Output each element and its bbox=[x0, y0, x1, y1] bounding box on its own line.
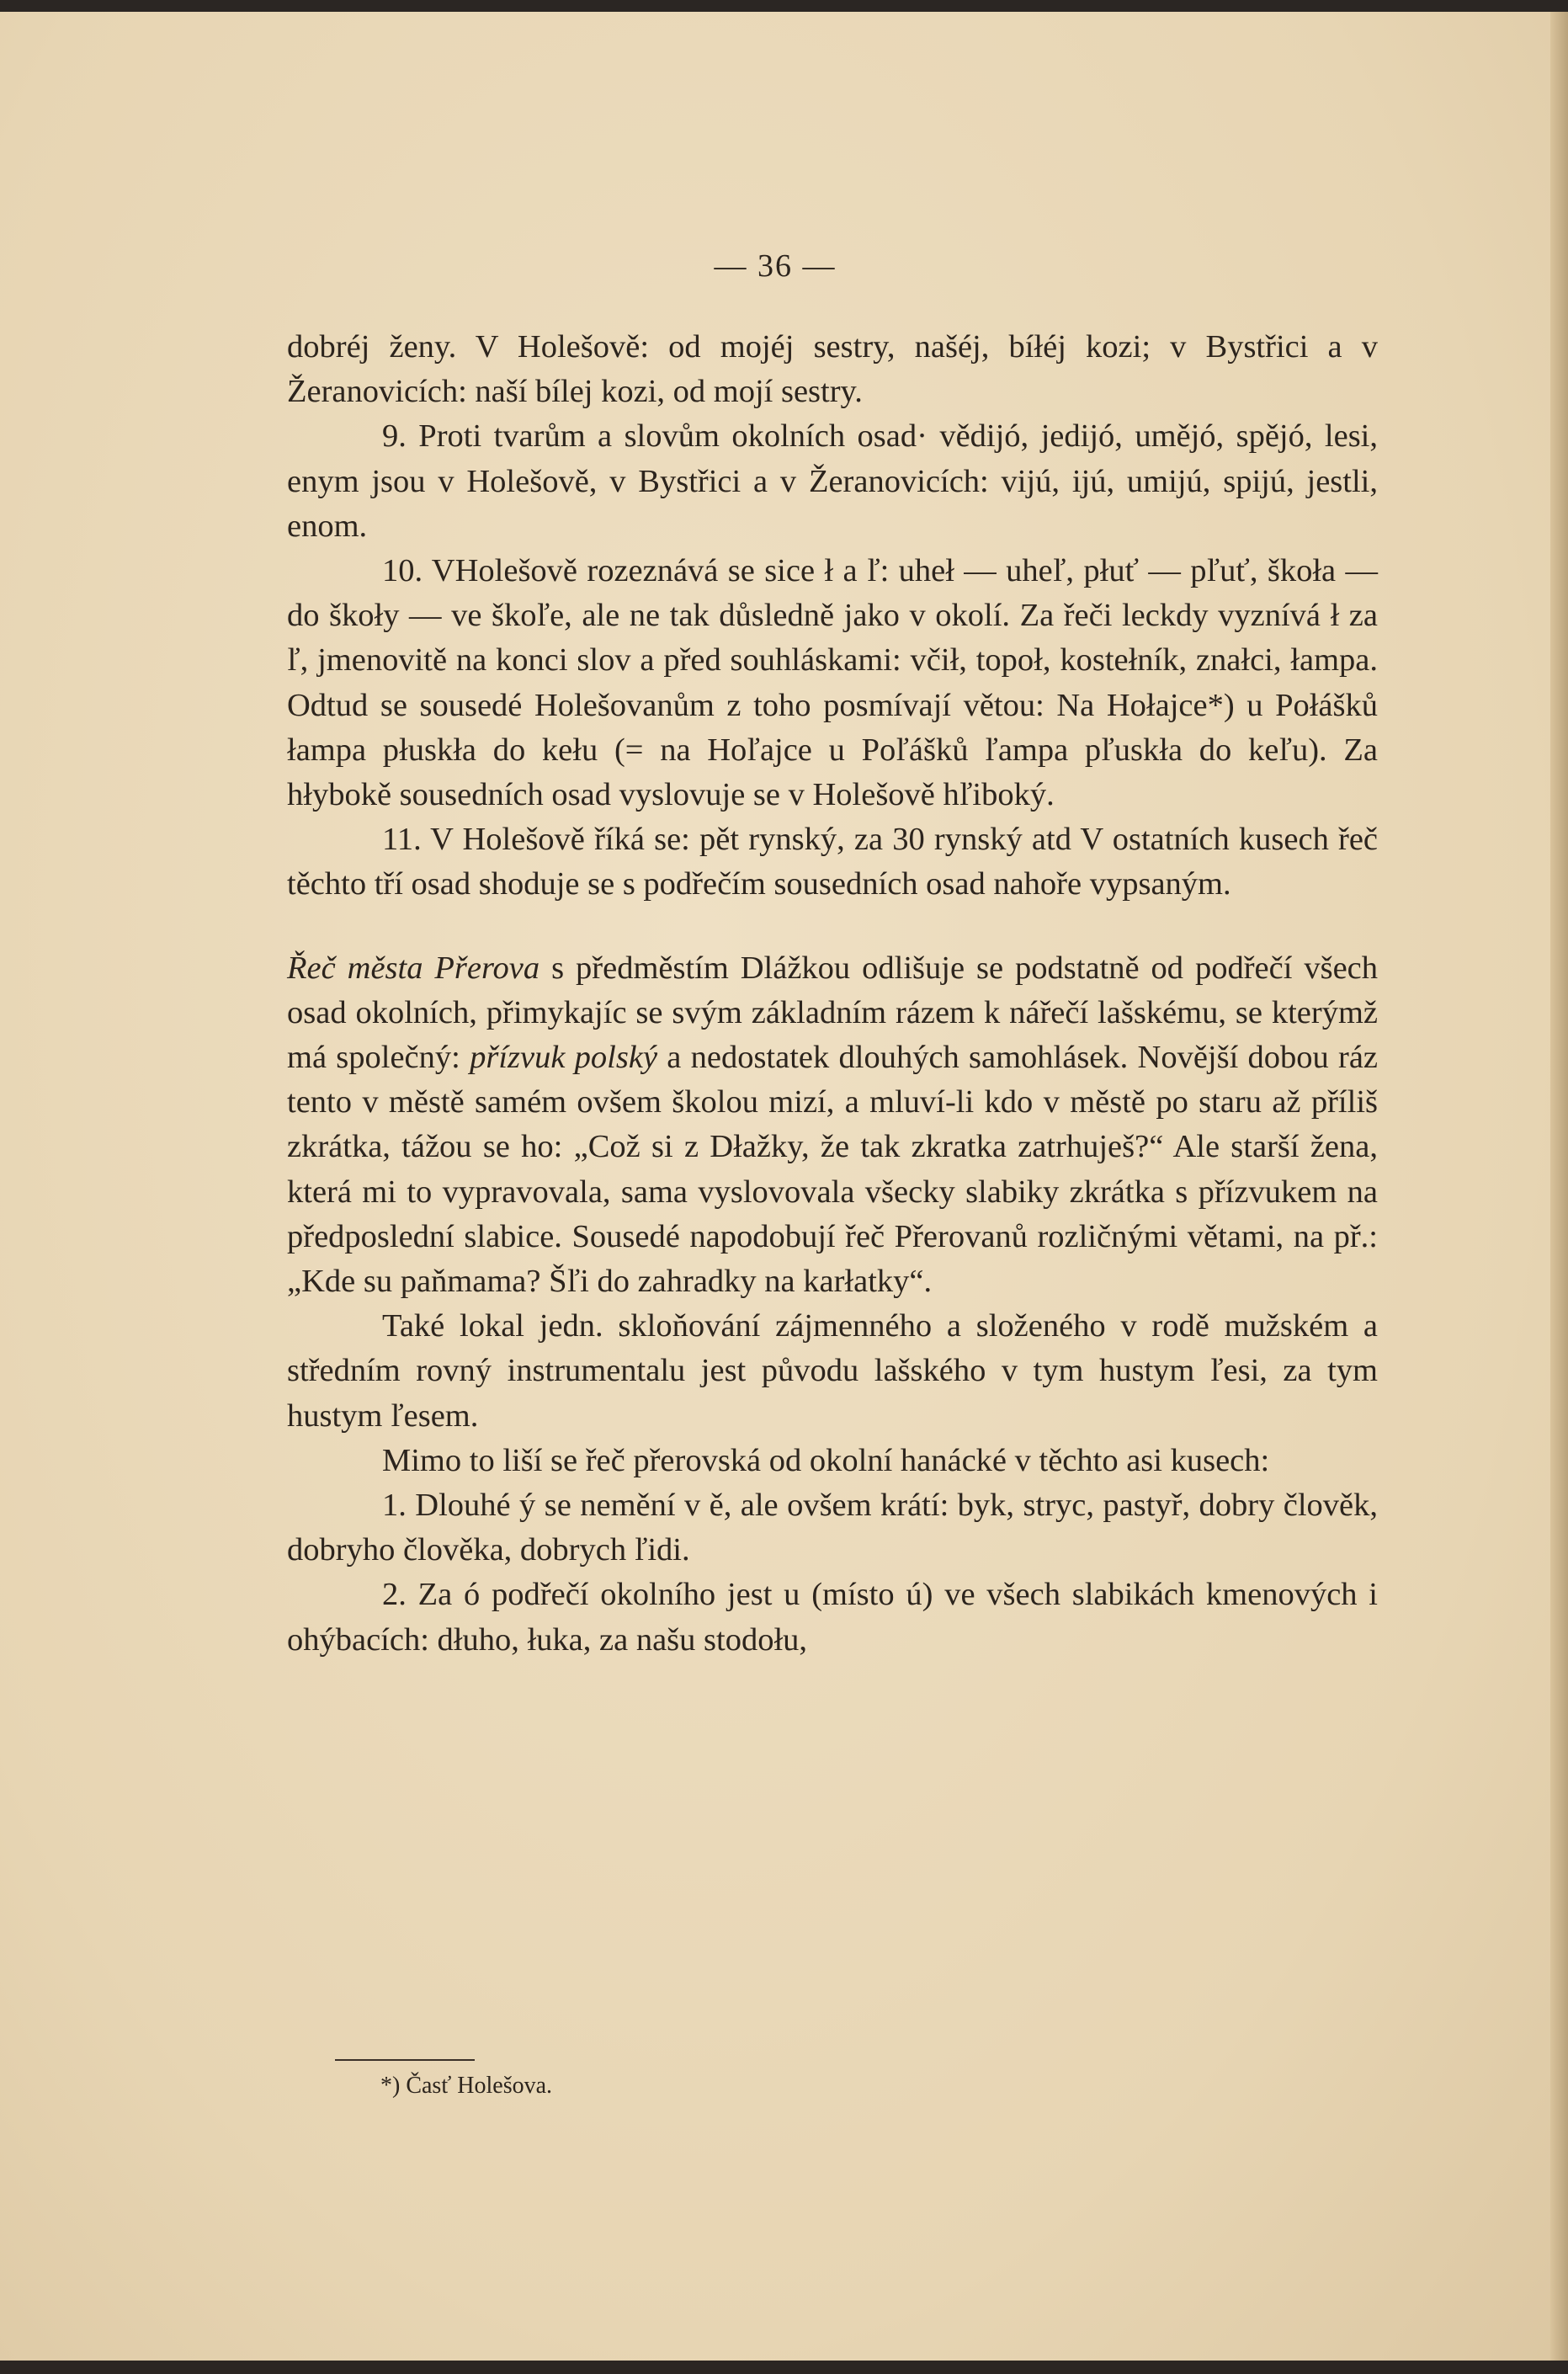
town-heading-italic: Řeč města Přerova bbox=[287, 950, 540, 986]
paragraph-9: 9. Proti tvarům a slovům okolních osad· vědijó, jedijó, umějó, spějó, lesi, enym jsou v Holešově, v Bystřici a v Žeranovicích: vijú, ijú, umijú, spijú, jestli, enom. bbox=[287, 418, 1378, 544]
page-edge bbox=[1550, 12, 1568, 2361]
paragraph-2: 2. Za ó podřečí okolního jest u (místo ú) ve všech slabikách kmenových i ohýbacích: dłuho, łuka, za našu stodołu, bbox=[287, 1577, 1378, 1658]
page-number: — 36 — bbox=[714, 248, 837, 284]
paragraph-11: 11. V Holešově říká se: pět rynský, za 30 rynský atd V ostatních kusech řeč těchto tří osad shoduje se s podřečím sousedních osad nahoře vypsaným. bbox=[287, 822, 1378, 902]
body-text bbox=[287, 325, 1378, 1663]
footnote-divider bbox=[335, 2059, 475, 2061]
prerov-text-1: s předměstím Dlážkou odlišuje se podstatně od podřečí všech osad okolních, přimykajíc se svým základním rázem k nářečí lašskému, se kterýmž má společný: bbox=[287, 950, 1379, 1076]
prerov-text-2: a nedostatek dlouhých samohlásek. Novější dobou ráz tento v městě samém ovšem školou mizí, a mluví-li kdo v městě po staru až příliš zkrátka, tážou se ho: „Což si z Dłažky, že tak zkratka zatrhuješ?“ Ale starší žena, která mi to vypravovala, sama vyslovovala všecky slabiky zkrátka s přízvukem na předposlední slabice. Sousedé napodobují řeč Přerovanů rozličnými větami, na př.: „Kde su paňmama? Šľi do zahradky na karłatky“. bbox=[287, 1040, 1379, 1300]
paragraph-mimo: Mimo to liší se řeč přerovská od okolní hanácké v těchto asi kusech: bbox=[382, 1442, 1270, 1478]
paragraph-continuation: dobréj ženy. V Holešově: od mojéj sestry, našéj, bíłéj kozi; v Bystřici a v Žeranovicích: naší bílej kozi, od mojí sestry. bbox=[287, 329, 1378, 410]
book-page bbox=[0, 12, 1550, 2361]
paragraph-lokal: Také lokal jedn. skloňování zájmenného a složeného v rodě mužském a středním rovný instrumentalu jest původu lašského v tym hustym ľesi, za tym hustym ľesem. bbox=[287, 1308, 1378, 1434]
section-gap bbox=[287, 908, 1378, 946]
paragraph-prerov bbox=[287, 946, 1378, 1305]
paragraph-10: 10. VHolešově rozeznává se sice ł a ľ: uheł — uheľ, płuť — pľuť, škoła — do škoły — ve škoľe, ale ne tak důsledně jako v okolí. Za řeči leckdy vyznívá ł za ľ, jmenovitě na konci slov a před souhláskami: včił, topoł, kostełník, znałci, łampa. Odtud se sousedé Holešovanům z toho posmívají větou: Na Hołajce*) u Połášků łampa płuskła do kełu (= na Hoľajce u Poľášků ľampa pľuskła do keľu). Za hłybokě sousedních osad vyslovuje se v Holešově hľiboký. bbox=[287, 553, 1378, 813]
paragraph-1: 1. Dlouhé ý se nemění v ě, ale ovšem krátí: byk, stryc, pastyř, dobry člověk, dobryho člověka, dobrych ľidi. bbox=[287, 1488, 1378, 1568]
footnote: *) Časť Holešova. bbox=[380, 2073, 553, 2099]
polish-accent-italic: přízvuk polský bbox=[470, 1040, 658, 1076]
